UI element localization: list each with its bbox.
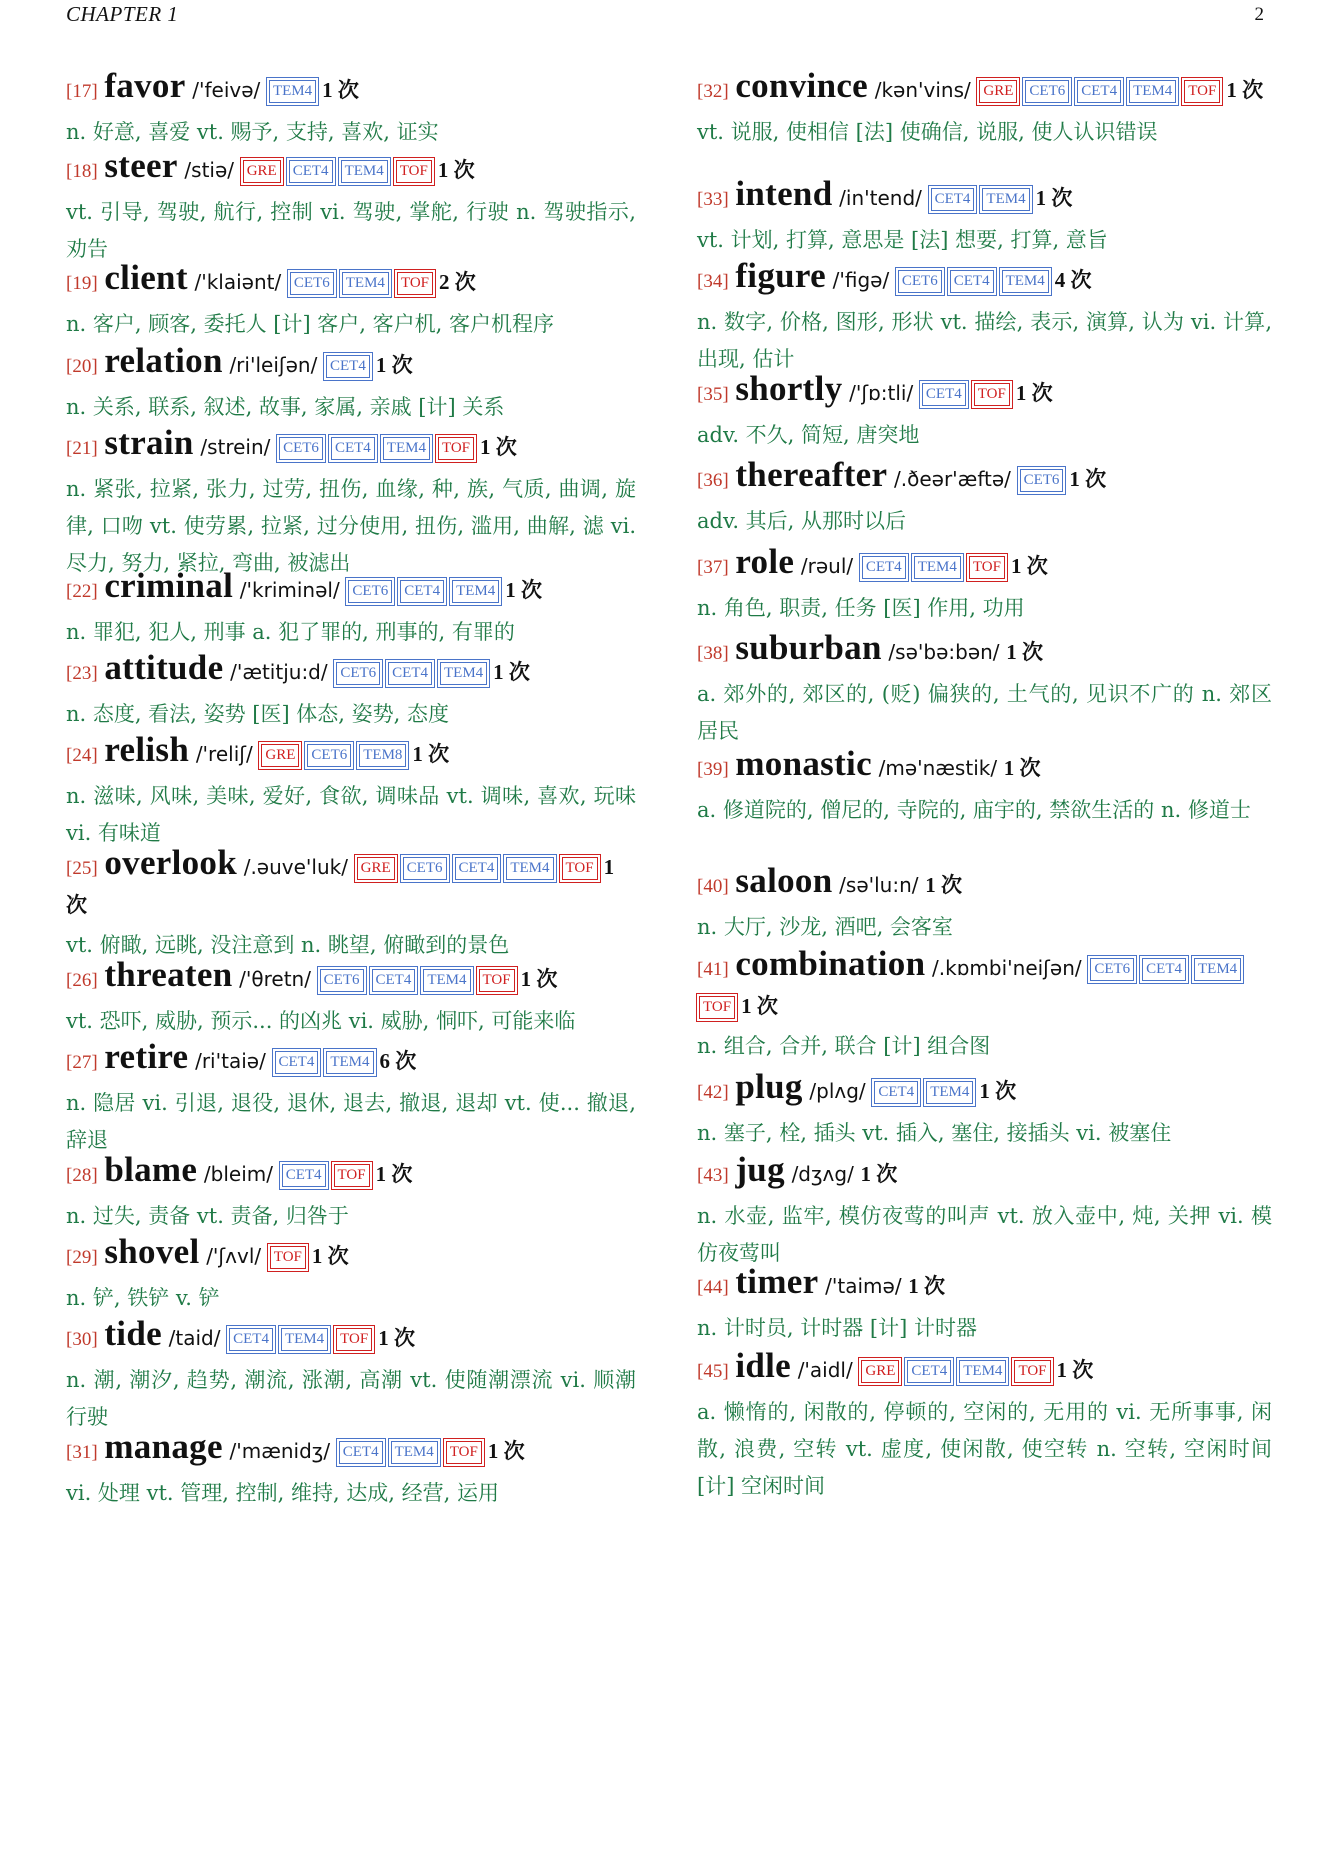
entry-index: [22] [66, 581, 98, 602]
headword: combination [735, 944, 926, 983]
headword-line [66, 650, 636, 692]
definition: adv. 不久, 简短, 唐突地 [697, 423, 920, 447]
exam-tag: TOF [699, 996, 735, 1019]
entry-index: [32] [697, 81, 729, 102]
occurrence-count: 1 次 [1006, 640, 1043, 664]
dictionary-entry [697, 457, 1272, 540]
occurrence-count: 1 次 [1010, 554, 1048, 578]
headword: shovel [104, 1232, 200, 1271]
exam-tag: CET4 [339, 1441, 383, 1464]
occurrence-count: 1 次 [908, 1274, 945, 1298]
headword: blame [104, 1150, 198, 1189]
exam-tag: CET4 [282, 1164, 326, 1187]
definition: n. 关系, 联系, 叙述, 故事, 家属, 亲戚 [计] 关系 [66, 395, 505, 419]
pronunciation: /'feivə/ [192, 78, 261, 102]
exam-tag: CET6 [336, 662, 380, 685]
headword-line [66, 148, 636, 190]
dictionary-entry [66, 343, 636, 426]
exam-tag: CET6 [279, 437, 323, 460]
occurrence-count: 6 次 [379, 1049, 417, 1073]
dictionary-entry [697, 371, 1272, 454]
definition: vt. 俯瞰, 远眺, 没注意到 n. 眺望, 俯瞰到的景色 [66, 933, 510, 957]
dictionary-entry [66, 425, 636, 582]
dictionary-entry [697, 630, 1272, 750]
headword-line [66, 957, 636, 999]
exam-tag: CET4 [289, 160, 333, 183]
exam-tag: GRE [861, 1360, 899, 1383]
dictionary-entry [697, 946, 1272, 1065]
entry-index: [39] [697, 759, 729, 780]
exam-tag: TEM4 [391, 1441, 438, 1464]
headword-line [697, 457, 1272, 499]
headword-line [697, 1264, 1272, 1306]
definition: n. 大厅, 沙龙, 酒吧, 会客室 [697, 915, 953, 939]
dictionary-entry [697, 258, 1272, 378]
pronunciation: /sə'lu:n/ [839, 873, 919, 897]
headword-line [66, 260, 636, 302]
pronunciation: /'ætitju:d/ [230, 660, 328, 684]
exam-tag: CET6 [1090, 958, 1134, 981]
occurrence-count: 1 次 [1226, 78, 1264, 102]
exam-tag: CET4 [372, 969, 416, 992]
entry-index: [19] [66, 273, 98, 294]
dictionary-entry [66, 260, 636, 343]
occurrence-count: 1 次 [1056, 1358, 1094, 1382]
exam-tag: TOF [974, 383, 1010, 406]
headword-line [66, 68, 636, 110]
exam-tag: TEM4 [926, 1081, 973, 1104]
entry-index: [18] [66, 161, 98, 182]
occurrence-count: 1 次 [437, 158, 475, 182]
entry-index: [42] [697, 1082, 729, 1103]
definition: n. 罪犯, 犯人, 刑事 a. 犯了罪的, 刑事的, 有罪的 [66, 620, 515, 644]
definition: n. 角色, 职责, 任务 [医] 作用, 功用 [697, 596, 1025, 620]
occurrence-count: 1 次 [1035, 186, 1073, 210]
headword-line [697, 630, 1272, 672]
pronunciation: /'ʃɒ:tli/ [849, 381, 914, 405]
definition: adv. 其后, 从那时以后 [697, 509, 907, 533]
headword: timer [735, 1262, 819, 1301]
exam-tag: CET4 [931, 188, 975, 211]
headword-line [697, 68, 1272, 110]
exam-tag: TOF [562, 857, 598, 880]
headword: suburban [735, 628, 882, 667]
occurrence-count: 1 次 [378, 1326, 415, 1350]
headword-line [66, 1152, 636, 1194]
dictionary-entry [66, 1429, 636, 1512]
exam-tag: CET4 [907, 1360, 951, 1383]
dictionary-entry [66, 1152, 636, 1235]
pronunciation: /in'tend/ [839, 186, 922, 210]
headword-line [66, 732, 636, 774]
headword: strain [104, 423, 194, 462]
exam-tag: CET6 [348, 580, 392, 603]
pronunciation: /'taimə/ [825, 1274, 902, 1298]
dictionary-entry [66, 1234, 636, 1317]
occurrence-count: 1 次 [860, 1162, 898, 1186]
entry-index: [29] [66, 1247, 98, 1268]
exam-tag: TEM4 [959, 1360, 1006, 1383]
occurrence-count: 1 次 [1015, 381, 1053, 405]
exam-tag: TEM4 [342, 272, 389, 295]
headword: saloon [735, 861, 833, 900]
pronunciation: /plʌg/ [809, 1079, 866, 1103]
exam-tag: CET4 [331, 437, 375, 460]
exam-tag: CET4 [922, 383, 966, 406]
dictionary-entry [697, 544, 1272, 627]
pronunciation: /'aidl/ [797, 1358, 853, 1382]
exam-tag: CET6 [290, 272, 334, 295]
exam-tag: TEM4 [440, 662, 487, 685]
exam-tag: TOF [479, 969, 515, 992]
occurrence-count: 1 次 [322, 78, 359, 102]
exam-tag: CET4 [275, 1051, 319, 1074]
entry-index: [36] [697, 470, 729, 491]
definition: n. 隐居 vi. 引退, 退役, 退休, 退去, 撤退, 退却 vt. 使... 撤退, 辞退 [66, 1091, 636, 1152]
entry-index: [30] [66, 1329, 98, 1350]
pronunciation: /sə'bə:bən/ [888, 640, 1000, 664]
pronunciation: /.əuve'luk/ [243, 855, 348, 879]
occurrence-count: 4 次 [1054, 268, 1092, 292]
headword-line [66, 1234, 636, 1276]
pronunciation: /ri'taiə/ [195, 1049, 266, 1073]
dictionary-entry [66, 1316, 636, 1436]
headword: thereafter [735, 455, 888, 494]
pronunciation: /'kriminəl/ [239, 578, 340, 602]
dictionary-entry [697, 176, 1272, 259]
definition: n. 过失, 责备 vt. 责备, 归咎于 [66, 1204, 349, 1228]
occurrence-count: 1 次 [505, 578, 543, 602]
entry-index: [27] [66, 1052, 98, 1073]
chapter-title: CHAPTER 1 [66, 2, 179, 26]
entry-index: [31] [66, 1442, 98, 1463]
occurrence-count: 1 次 [66, 855, 615, 917]
exam-tag: GRE [357, 857, 395, 880]
headword-line [66, 343, 636, 385]
entry-index: [38] [697, 643, 729, 664]
headword: client [104, 258, 188, 297]
exam-tag: TEM4 [1129, 80, 1176, 103]
entry-index: [44] [697, 1277, 729, 1298]
exam-tag: CET4 [1142, 958, 1186, 981]
headword-line [66, 1429, 636, 1471]
headword: idle [735, 1346, 791, 1385]
exam-tag: TOF [270, 1246, 306, 1269]
pronunciation: /'ʃʌvl/ [206, 1244, 262, 1268]
headword-line [697, 746, 1272, 788]
entry-index: [35] [697, 384, 729, 405]
pronunciation: /strein/ [200, 435, 271, 459]
occurrence-count: 1 次 [493, 660, 530, 684]
headword: jug [735, 1150, 785, 1189]
exam-tag: TEM4 [1194, 958, 1241, 981]
definition: n. 客户, 顾客, 委托人 [计] 客户, 客户机, 客户机程序 [66, 312, 555, 336]
entry-index: [26] [66, 970, 98, 991]
entry-index: [17] [66, 81, 98, 102]
exam-tag: CET6 [307, 744, 351, 767]
pronunciation: /.ðeər'æftə/ [894, 467, 1011, 491]
dictionary-entry [66, 732, 636, 852]
pronunciation: /dʒʌg/ [791, 1162, 854, 1186]
exam-tag: TEM4 [982, 188, 1029, 211]
exam-tag: GRE [243, 160, 281, 183]
pronunciation: /kən'vins/ [874, 78, 971, 102]
exam-tag: CET4 [229, 1328, 273, 1351]
exam-tag: TOF [334, 1164, 370, 1187]
definition: n. 铲, 铁铲 v. 铲 [66, 1286, 220, 1310]
dictionary-entry [66, 1039, 636, 1159]
definition: vt. 恐吓, 威胁, 预示... 的凶兆 vi. 威胁, 恫吓, 可能来临 [66, 1009, 576, 1033]
pronunciation: /mə'næstik/ [878, 756, 998, 780]
definition: n. 态度, 看法, 姿势 [医] 体态, 姿势, 态度 [66, 702, 450, 726]
exam-tag: CET6 [898, 270, 942, 293]
exam-tag: CET6 [1020, 469, 1064, 492]
exam-tag: TOF [396, 160, 432, 183]
headword: threaten [104, 955, 233, 994]
headword: figure [735, 256, 826, 295]
pronunciation: /.kɒmbi'neiʃən/ [932, 956, 1082, 980]
exam-tag: CET6 [1025, 80, 1069, 103]
entry-index: [41] [697, 959, 729, 980]
definition: n. 数字, 价格, 图形, 形状 vt. 描绘, 表示, 演算, 认为 vi. 计算, 出现, 估计 [697, 310, 1272, 371]
definition: n. 计时员, 计时器 [计] 计时器 [697, 1316, 977, 1340]
headword-line [697, 176, 1272, 218]
dictionary-entry [66, 957, 636, 1040]
exam-tag: TEM4 [423, 969, 470, 992]
entry-index: [21] [66, 438, 98, 459]
headword-line [66, 568, 636, 610]
dictionary-entry [697, 863, 1272, 946]
dictionary-entry [697, 1152, 1272, 1272]
headword-line [66, 1316, 636, 1358]
exam-tag: TOF [438, 437, 474, 460]
pronunciation: /'klaiənt/ [194, 270, 282, 294]
definition: n. 组合, 合并, 联合 [计] 组合图 [697, 1034, 991, 1058]
occurrence-count: 1 次 [412, 742, 450, 766]
occurrence-count: 1 次 [1003, 756, 1041, 780]
entry-index: [25] [66, 858, 98, 879]
dictionary-entry [66, 568, 636, 651]
headword-line [66, 425, 636, 467]
headword-line [66, 845, 636, 923]
dictionary-entry [697, 68, 1272, 151]
definition: n. 潮, 潮汐, 趋势, 潮流, 涨潮, 高潮 vt. 使随潮漂流 vi. 顺潮行驶 [66, 1368, 636, 1429]
occurrence-count: 2 次 [439, 270, 476, 294]
headword-line [697, 258, 1272, 300]
entry-index: [40] [697, 876, 729, 897]
headword-line [697, 371, 1272, 413]
exam-tag: CET4 [388, 662, 432, 685]
definition: a. 懒惰的, 闲散的, 停顿的, 空闲的, 无用的 vi. 无所事事, 闲散, 浪费, 空转 vt. 虚度, 使闲散, 使空转 n. 空转, 空闲时间 [计] 空闲时间 [697, 1400, 1272, 1498]
exam-tag: TEM4 [506, 857, 553, 880]
occurrence-count: 1 次 [979, 1079, 1017, 1103]
definition: vt. 说服, 使相信 [法] 使确信, 说服, 使人认识错误 [697, 120, 1158, 144]
entry-index: [43] [697, 1165, 729, 1186]
definition: n. 塞子, 栓, 插头 vt. 插入, 塞住, 接插头 vi. 被塞住 [697, 1121, 1172, 1145]
entry-index: [24] [66, 745, 98, 766]
occurrence-count: 1 次 [1069, 467, 1107, 491]
exam-tag: TEM4 [281, 1328, 328, 1351]
exam-tag: TEM4 [914, 556, 961, 579]
exam-tag: TOF [1014, 1360, 1050, 1383]
exam-tag: TEM4 [383, 437, 430, 460]
headword: plug [735, 1067, 803, 1106]
entry-index: [34] [697, 271, 729, 292]
headword: retire [104, 1037, 189, 1076]
headword: favor [104, 66, 186, 105]
exam-tag: CET4 [1077, 80, 1121, 103]
exam-tag: TOF [446, 1441, 482, 1464]
dictionary-entry [697, 1069, 1272, 1152]
dictionary-entry [697, 1264, 1272, 1347]
occurrence-count: 1 次 [375, 1162, 413, 1186]
entry-index: [33] [697, 189, 729, 210]
entry-index: [45] [697, 1361, 729, 1382]
occurrence-count: 1 次 [487, 1439, 525, 1463]
pronunciation: /bleim/ [203, 1162, 273, 1186]
dictionary-entry [66, 845, 636, 964]
pronunciation: /ri'leiʃən/ [229, 353, 318, 377]
exam-tag: CET4 [400, 580, 444, 603]
exam-tag: CET6 [403, 857, 447, 880]
headword: tide [104, 1314, 162, 1353]
headword-line [697, 1069, 1272, 1111]
exam-tag: CET4 [455, 857, 499, 880]
headword: attitude [104, 648, 224, 687]
headword: monastic [735, 744, 872, 783]
definition: n. 好意, 喜爱 vt. 赐予, 支持, 喜欢, 证实 [66, 120, 439, 144]
headword: intend [735, 174, 833, 213]
entry-index: [37] [697, 557, 729, 578]
exam-tag: TEM4 [1002, 270, 1049, 293]
headword: role [735, 542, 795, 581]
headword-line [697, 946, 1272, 1024]
occurrence-count: 1 次 [480, 435, 517, 459]
occurrence-count: 1 次 [741, 994, 778, 1018]
exam-tag: TEM4 [326, 1051, 373, 1074]
exam-tag: TOF [969, 556, 1005, 579]
exam-tag: TEM8 [359, 744, 406, 767]
definition: n. 水壶, 监牢, 模仿夜莺的叫声 vt. 放入壶中, 炖, 关押 vi. 模仿夜莺叫 [697, 1204, 1272, 1265]
exam-tag: CET4 [874, 1081, 918, 1104]
definition: vt. 计划, 打算, 意思是 [法] 想要, 打算, 意旨 [697, 228, 1108, 252]
exam-tag: GRE [261, 744, 299, 767]
headword: steer [104, 146, 178, 185]
exam-tag: CET6 [320, 969, 364, 992]
headword: relation [104, 341, 223, 380]
exam-tag: TOF [336, 1328, 372, 1351]
pronunciation: /stiə/ [184, 158, 235, 182]
occurrence-count: 1 次 [520, 967, 558, 991]
exam-tag: TOF [1184, 80, 1220, 103]
entry-index: [28] [66, 1165, 98, 1186]
headword: overlook [104, 843, 238, 882]
headword: criminal [104, 566, 234, 605]
occurrence-count: 1 次 [311, 1244, 349, 1268]
page-header [66, 0, 1264, 30]
dictionary-entry [697, 746, 1272, 829]
dictionary-entry [697, 1348, 1272, 1505]
exam-tag: TEM4 [452, 580, 499, 603]
dictionary-entry [66, 650, 636, 733]
headword: shortly [735, 369, 843, 408]
pronunciation: /'figə/ [832, 268, 890, 292]
occurrence-count: 1 次 [925, 873, 962, 897]
pronunciation: /taid/ [168, 1326, 221, 1350]
exam-tag: CET4 [950, 270, 994, 293]
definition: a. 郊外的, 郊区的, (贬) 偏狭的, 土气的, 见识不广的 n. 郊区居民 [697, 682, 1272, 743]
headword-line [66, 1039, 636, 1081]
pronunciation: /'mænidʒ/ [229, 1439, 331, 1463]
exam-tag: CET4 [862, 556, 906, 579]
definition: vi. 处理 vt. 管理, 控制, 维持, 达成, 经营, 运用 [66, 1481, 500, 1505]
occurrence-count: 1 次 [375, 353, 413, 377]
page-number: 2 [1254, 4, 1264, 25]
definition: a. 修道院的, 僧尼的, 寺院的, 庙宇的, 禁欲生活的 n. 修道士 [697, 798, 1251, 822]
pronunciation: /'θretn/ [239, 967, 311, 991]
exam-tag: TEM4 [341, 160, 388, 183]
pronunciation: /rəul/ [800, 554, 854, 578]
headword: relish [104, 730, 190, 769]
headword: convince [735, 66, 869, 105]
definition: vt. 引导, 驾驶, 航行, 控制 vi. 驾驶, 掌舵, 行驶 n. 驾驶指示, 劝告 [66, 200, 636, 261]
definition: n. 滋味, 风味, 美味, 爱好, 食欲, 调味品 vt. 调味, 喜欢, 玩味 vi. 有味道 [66, 784, 636, 845]
exam-tag: TEM4 [269, 80, 316, 103]
exam-tag: TOF [397, 272, 433, 295]
pronunciation: /'reliʃ/ [195, 742, 253, 766]
dictionary-entry [66, 148, 636, 268]
headword-line [697, 1348, 1272, 1390]
exam-tag: CET4 [326, 355, 370, 378]
definition: n. 紧张, 拉紧, 张力, 过劳, 扭伤, 血缘, 种, 族, 气质, 曲调, 旋律, 口吻 vt. 使劳累, 拉紧, 过分使用, 扭伤, 滥用, 曲解, 滤 vi. 尽力, 努力, 紧拉, 弯曲, 被滤出 [66, 477, 636, 575]
dictionary-entry [66, 68, 636, 151]
headword-line [697, 1152, 1272, 1194]
entry-index: [20] [66, 356, 98, 377]
headword-line [697, 544, 1272, 586]
entry-index: [23] [66, 663, 98, 684]
headword: manage [104, 1427, 223, 1466]
exam-tag: GRE [979, 80, 1017, 103]
headword-line [697, 863, 1272, 905]
